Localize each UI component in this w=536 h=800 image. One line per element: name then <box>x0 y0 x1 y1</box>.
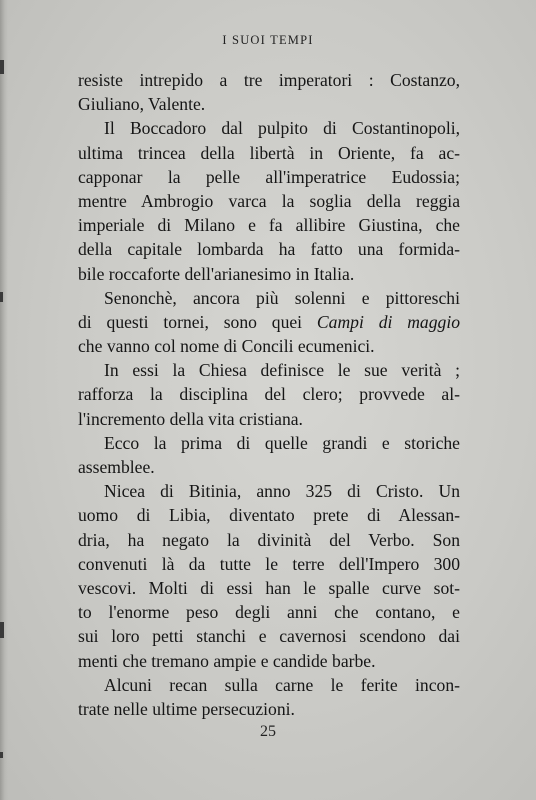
page-number: 25 <box>260 723 276 740</box>
text-line: della capitale lombarda ha fatto una formida- <box>78 239 460 260</box>
text-line: Nicea di Bitinia, anno 325 di Cristo. Un <box>104 481 460 502</box>
running-head: I SUOI TEMPI <box>222 33 314 47</box>
italic-phrase: Campi di maggio <box>316 311 461 332</box>
text-line: Giuliano, Valente. <box>78 94 206 115</box>
text-line: imperiale di Milano e fa allibire Giustina, che <box>78 215 460 236</box>
edge-mark <box>0 292 3 302</box>
body-text <box>78 68 460 721</box>
text-line: ultima trincea della libertà in Oriente, fa ac- <box>78 142 460 163</box>
text-line: uomo di Libia, diventato prete di Alessan- <box>78 505 460 526</box>
text-line: che vanno col nome di Concili ecumenici. <box>78 336 375 357</box>
text-line: Il Boccadoro dal pulpito di Costantinopoli, <box>104 118 460 139</box>
text-line: capponar la pelle all'imperatrice Eudossia; <box>78 166 460 187</box>
edge-mark <box>0 752 3 758</box>
edge-mark <box>0 60 4 74</box>
text-line: bile roccaforte dell'arianesimo in Italia. <box>78 263 355 284</box>
text-line: convenuti là da tutte le terre dell'Impero 300 <box>78 553 460 574</box>
text-line: trate nelle ultime persecuzioni. <box>78 698 295 719</box>
text-line: resiste intrepido a tre imperatori : Costanzo, <box>78 70 460 90</box>
text-line: mentre Ambrogio varca la soglia della reggia <box>78 190 460 211</box>
text-line: to l'enorme peso degli anni che contano, e <box>78 602 460 623</box>
text-line: assemblee. <box>78 457 155 477</box>
edge-mark <box>0 622 4 638</box>
text-line: menti che tremano ampie e candide barbe. <box>78 650 376 671</box>
text-line: rafforza la disciplina del clero; provvede al- <box>78 384 460 405</box>
page-left-edge <box>0 0 8 800</box>
text-line: di questi tornei, sono quei Campi di maggio <box>78 311 461 332</box>
text-line: Senonchè, ancora più solenni e pittoreschi <box>104 287 460 308</box>
text-line: vescovi. Molti di essi han le spalle curve sot- <box>78 577 460 598</box>
text-line: l'incremento della vita cristiana. <box>78 408 303 429</box>
text-line: Ecco la prima di quelle grandi e storiche <box>104 432 460 453</box>
text-line: In essi la Chiesa definisce le sue verità ; <box>104 360 460 381</box>
text-line: sui loro petti stanchi e cavernosi scendono dai <box>78 626 460 647</box>
text-line: dria, ha negato la divinità del Verbo. Son <box>78 529 460 550</box>
text-line: Alcuni recan sulla carne le ferite incon- <box>104 674 460 695</box>
